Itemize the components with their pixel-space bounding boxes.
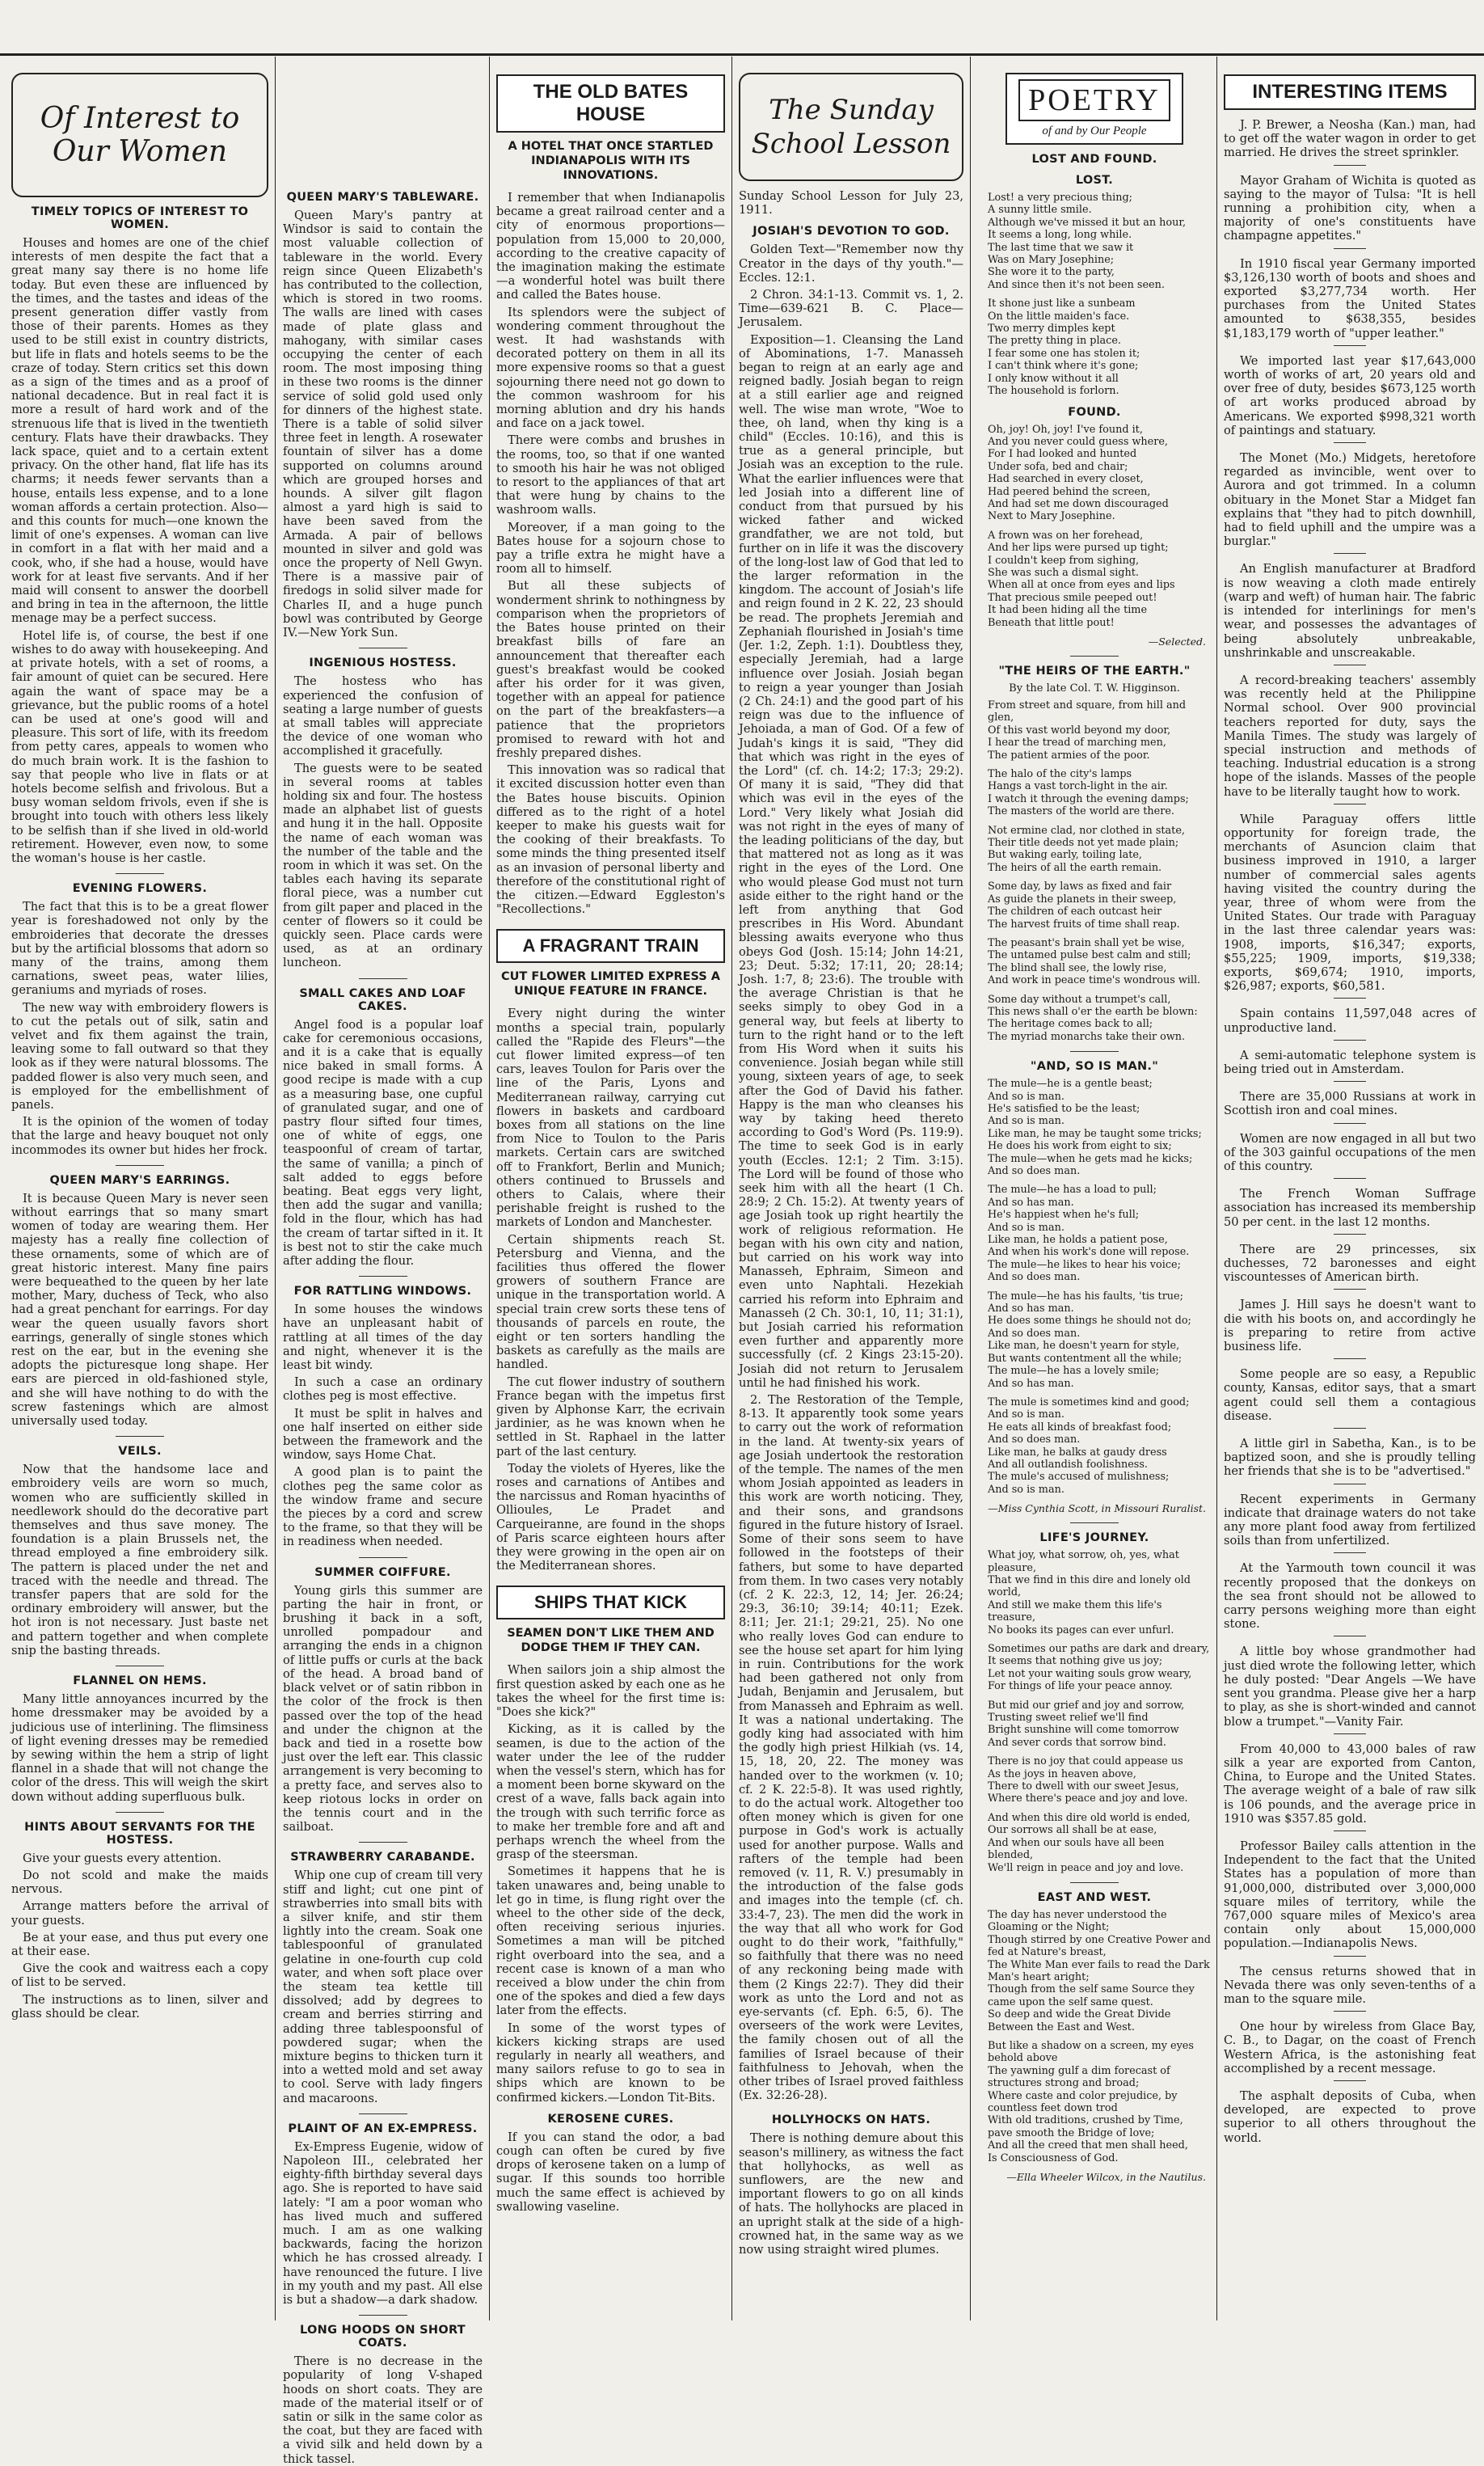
interesting-item: Recent experiments in Germany indicate that drainage waters do not take any more plant food away from fertilized soils than from unfertilized. [1224,1492,1476,1548]
article-paragraph: Its splendors were the subject of wondering comment throughout the west. It had washstands with decorated pottery on them in all its more expensive rooms so that a guest sojourning there need not go down to the common washroom for his morning ablution and dry his hands and face on a jack towel. [496,305,725,431]
hollyhocks-title: HOLLYHOCKS ON HATS. [771,2113,931,2127]
article-paragraph: It is because Queen Mary is never seen without earrings that so many smart women of today are wearing them. Her majesty has a really fine collection of these ornaments, some of which are of great historic interest. Many fine pairs were bequeathed to the queen by her late mother, Mary, duchess of Teck, who also had a great penchant for earrings. For day wear the queen usually favors short earrings, generally of single stones which rest on the ear, but in the evening she adopts the picturesque long shape. Her ears are pierced in old-fashioned style, and she will have nothing to do with the screw fastenings which are almost universally used today. [11,1191,268,1429]
article-title: QUEEN MARY'S EARRINGS. [49,1173,230,1187]
separator-rule [1070,1051,1119,1052]
article-title: PLAINT OF AN EX-EMPRESS. [288,2122,478,2135]
poem-stanza: Not ermine clad, nor clothed in state, Their title deeds not yet made plain; But waking early, toiling late, The heirs of all the earth remain. [988,824,1185,874]
bates-house-body [496,191,725,916]
interesting-item: A semi-automatic telephone system is being tried out in Amsterdam. [1224,1048,1476,1076]
fragrant-train-body [496,1007,725,1573]
interesting-item: The census returns showed that in Nevada there was only seven-tenths of a man to the square mile. [1224,1964,1476,2006]
article-title: SMALL CAKES AND LOAF CAKES. [299,986,466,1013]
article-paragraph: The new way with embroidery flowers is to cut the petals out of silk, satin and velvet and fix them against the train, leaving some to fall outward so that they look as if they were natural blossoms. The padded flower is also very much seen, and is employed for the embellishment of panels. [11,1000,268,1112]
article-paragraph: Angel food is a popular loaf cake for ceremonious occasions, and it is a cake that is equally nice baked in small forms. A good recipe is made with a cup as a measuring base, one cupful of granulated sugar, and one of pastry flour sifted four times, one of white of eggs, one teaspoonful of cream of tartar, the same of vanilla; a pinch of salt added to eggs before beating. Beat eggs very light, then add the sugar and vanilla; fold in the flour, which has had the cream of tartar sifted in it. It is best not to stir the cake much after adding the flour. [283,1017,483,1269]
poem-credit: —Ella Wheeler Wilcox, in the Nautilus. [1006,2171,1206,2184]
article-paragraph: The cut flower industry of southern France began with the impetus first given by Alphonse Karr, the ecrivain jardinier, as he was known when he settled in St. Raphael in the latter part of the last century. [496,1374,725,1459]
article-title: TIMELY TOPICS OF INTEREST TO WOMEN. [31,205,249,231]
interesting-item: There are 29 princesses, six duchesses, 72 baronesses and eight viscountesses of American birth. [1224,1242,1476,1285]
item-separator [1334,1178,1366,1179]
article-paragraph: In some of the worst types of kickers kicking straps are used regularly in nearly all weathers, and many sailors refuse to go to sea in ships which are known to be confirmed kickers.—London Tit-Bits. [496,2021,725,2105]
interesting-items-body [1224,118,1476,2145]
separator-rule [359,1276,407,1277]
poem-title: "THE HEIRS OF THE EARTH." [998,665,1191,678]
women-header [11,73,268,197]
interesting-item: There are 35,000 Russians at work in Scottish iron and coal mines. [1224,1090,1476,1118]
article-paragraph: The instructions as to linen, silver and glass should be clear. [11,1992,268,2021]
interesting-item: In 1910 fiscal year Germany imported $3,126,130 worth of boots and shoes and exported $3,277,734 worth. Her purchases from the United States amounted to $638,355, besides $1,183,179 worth of "upper leather." [1224,256,1476,340]
bates-house-subhead: A HOTEL THAT ONCE STARTLED INDIANAPOLIS WITH ITS INNOVATIONS. [508,140,714,182]
interesting-item: At the Yarmouth town council it was recently proposed that the donkeys on the sea front should not be allowed to carry persons weighing more than eight stone. [1224,1561,1476,1632]
poem-stanza: Some day, by laws as fixed and fair As guide the planets in their sweep, The children of each outcast heir The harvest fruits of time shall reap. [988,880,1180,931]
interesting-item: A little girl in Sabetha, Kan., is to be baptized soon, and she is proudly telling her friends that she is to be "advertised." [1224,1437,1476,1479]
interesting-item: Women are now engaged in all but two of the 303 gainful occupations of the men of this country. [1224,1131,1476,1173]
article-title: INGENIOUS HOSTESS. [309,657,457,670]
item-separator [1334,1358,1366,1359]
article-title: SUMMER COIFFURE. [314,1565,451,1579]
separator-rule [359,2113,407,2114]
article-paragraph: A good plan is to paint the clothes peg the same color as the window frame and secure the pieces by a cord and screw to the frame, so that they will be in readiness when needed. [283,1465,483,1549]
item-separator [1334,553,1366,554]
column-rule [275,57,276,2320]
interesting-item: A record-breaking teachers' assembly was recently held at the Philippine Normal school. Over 900 provincial teachers reported for duty, says the Manila Times. The study was largely of special instruction and methods of teaching. Industrial education is a strong hope of the islands. Masses of the people have to be literally taught how to work. [1224,673,1476,799]
poem-stanza: It shone just like a sunbeam On the little maiden's face. Two merry dimples kept The pretty thing in place. I fear some one has stolen it; I can't think where it's gone; I only know without it all The household is forlorn. [988,298,1140,398]
poetry-header [978,73,1211,145]
article-paragraph: There is nothing demure about this season's millinery, as witness the fact that hollyhocks, as well as sunflowers, are the new and important flowers to go on all kinds of hats. The hollyhocks are placed in an upright stalk at the side of a high-crowned hat, in the same way as we now using straight wired plumes. [739,2131,963,2257]
column-rule [731,57,732,2320]
poetry-column [978,63,1211,2335]
interesting-item: We imported last year $17,643,000 worth of works of art, 20 years old and over free of duty, besides $673,125 worth of art works produced abroad by Americans. We exported $998,321 worth of paintings and statuary. [1224,353,1476,437]
interesting-item: The French Woman Suffrage association has increased its membership 50 per cent. in the last 12 months. [1224,1187,1476,1229]
article-paragraph: The fact that this is to be a great flower year is foreshadowed not only by the embroideries that decorate the dresses but by the artificial blossoms that adorn so many of the trains, among them carnations, sweet peas, water lilies, geraniums and myriads of roses. [11,900,268,998]
interesting-item: From 40,000 to 43,000 bales of raw silk a year are exported from Canton, China, to Europe and the United States. The average weight of a bale of raw silk is 106 pounds, and the average price in 1910 was $357.85 gold. [1224,1742,1476,1826]
separator-rule [1070,1882,1119,1883]
poem-stanza: From street and square, from hill and glen, Of this vast world beyond my door, I hear the tread of marching men, The patient armies of the poor. [988,699,1187,762]
article-paragraph: Do not scold and make the maids nervous. [11,1868,268,1897]
ships-that-kick-header: SHIPS THAT KICK [496,1586,725,1619]
poetry-body [978,153,1211,2183]
article-paragraph: Golden Text—"Remember now thy Creator in the days of thy youth."—Eccles. 12:1. [739,243,963,285]
article-title: QUEEN MARY'S TABLEWARE. [286,191,479,204]
poem-stanza: The mule—he has his faults, 'tis true; And so has man. He does some things he should not do; And so does man. Like man, he doesn't yearn for style, But wants contentment all the while; The mule—he has a lovely smile; And so has man. [988,1290,1191,1390]
article-paragraph: In some houses the windows have an unpleasant habit of rattling at all times of the day and night, whenever it is the least bit windy. [283,1303,483,1373]
article-paragraph: The guests were to be seated in several rooms at tables holding six and four. The hostess made an alphabet list of guests and hung it in the hall. Opposite the name of each woman was the number of the table and the room in which it was set. On the tables each having its separate floral piece, was a number cut from gilt paper and placed in the center of flowers so it could be quickly seen. Place cards were used, as at an ordinary luncheon. [283,761,483,970]
ships-that-kick-body [496,1663,725,2104]
separator-rule [359,1557,407,1558]
item-separator [1334,1234,1366,1235]
article-title: HINTS ABOUT SERVANTS FOR THE HOSTESS. [24,1820,255,1847]
separator-rule [1070,1522,1119,1523]
interesting-item: J. P. Brewer, a Neosha (Kan.) man, had to get off the water wagon in order to get married. He drives the street sprinkler. [1224,118,1476,160]
poem-title: LOST AND FOUND. [1031,153,1157,166]
article-paragraph: Now that the handsome lace and embroidery veils are worn so much, women who are sufficiently skilled in needlework should do the decorative part themselves and thus save money. The foundation is a plain Brussels net, the thread employed a fine embroidery silk. The pattern is placed under the net and traced with the needle and thread. The transfer papers that are sold for the ordinary embroidery will answer, but the hot iron is not necessary. Just baste net and pattern together and when complete snip the basting threads. [11,1463,268,1657]
column-rule [1216,57,1217,2320]
article-paragraph: I remember that when Indianapolis became a great railroad center and a city of enormous proportions—population from 15,000 to 20,000, according to the creative capacity of the imagination making the estimate—a wonderful hotel was built there and called the Bates house. [496,191,725,302]
article-paragraph: Every night during the winter months a special train, popularly called the "Rapide des Fleurs"—the cut flower limited express—of ten cars, leaves Toulon for Paris over the line of the Paris, Lyons and Mediterranean railway, carrying cut flowers in baskets and cardboard boxes from all stations on the line from Nice to Toulon to the Paris markets. Certain cars are switched off to Frankfort, Berlin and Munich; others continued to Brussels and others to Calais, where their perishable freight is rushed to the markets of London and Manchester. [496,1007,725,1230]
column-2-articles [283,191,483,2466]
women-column-2 [283,63,483,2466]
interesting-item: One hour by wireless from Glace Bay, C. B., to Dagar, on the coast of French Western Africa, is the astonishing feat accomplished by a recent message. [1224,2020,1476,2075]
item-separator [1334,2011,1366,2012]
item-separator [1334,1081,1366,1082]
separator-rule [116,1165,164,1166]
column-rule [489,57,490,2320]
poem-credit: —Selected. [1148,636,1206,648]
poem-subtitle: FOUND. [1068,405,1121,419]
interesting-item: Spain contains 11,597,048 acres of unproductive land. [1224,1007,1476,1035]
article-paragraph: Certain shipments reach St. Petersburg and Vienna, and the facilities thus offered the flower growers of southern France are unique in the transportation world. A special train crew sorts these tens of thousands of parcels en route, the eight or ten sorters handling the baskets as carefully as the mails are handled. [496,1232,725,1372]
article-paragraph: Houses and homes are one of the chief interests of men despite the fact that a great many say there is no home life today. But even these are influenced by the times, and the tastes and ideas of the present generation differ vastly from those of their parents. Homes as they used to be still exist in country districts, but life in flats and hotels seems to be the craze of today. Stern critics set this down as a sign of the times and as a proof of national decadence. But in real fact it is more a result of hard work and of the strenuous life that is lived in the twentieth century. Flats have their drawbacks. They lack space, quiet and to a certain extent privacy. On the other hand, flat life has its charms; it needs fewer servants than a house, entails less expense, and to a lone woman affords a certain protection. Also—and this counts for much—one known the limit of one's expenses. A woman can live in comfort in a flat with her maid and a cook, who, if she had a house, would have work for at least five servants. And if her maid will consent to answer the doorbell and bring in tea in the afternoon, the little menage may be a perfect success. [11,236,268,626]
poem-title: EAST AND WEST. [1037,1890,1152,1904]
article-paragraph: Be at your ease, and thus put every one at their ease. [11,1930,268,1958]
article-paragraph: If you can stand the odor, a bad cough can often be cured by five drops of kerosene taken on a lump of sugar. If this sounds too horrible much the same effect is achieved by swallowing vaseline. [496,2130,725,2214]
kerosene-cures-body [496,2130,725,2214]
article-paragraph: Queen Mary's pantry at Windsor is said to contain the most valuable collection of tableware in the world. Every reign since Queen Elizabeth's has contributed to the collection, which is stored in two rooms. The walls are lined with cases made of plate glass and mahogany, with similar cases occupying the center of each room. The most imposing thing in these two rooms is the dinner service of solid gold used only for dinners of the highest state. There is a table of solid silver three feet in length. A rosewater fountain of silver has a dome supported on columns around which are grouped horses and hounds. A silver gilt flagon almost a yard high is said to have been saved from the Armada. A pair of bellows mounted in silver and gold was once the property of Nell Gwyn. There is a massive pair of firedogs in solid silver made for Charles II, and a huge punch bowl was contributed by George IV.—New York Sun. [283,209,483,640]
poetry-header-box [1005,73,1183,145]
poem-stanza: The mule is sometimes kind and good; And so is man. He eats all kinds of breakfast food; And so does man. Like man, he balks at gaudy dress And all outlandish foolishness. The mule's accused of mulishness; And so is man. [988,1396,1190,1496]
item-separator [1334,1733,1366,1734]
interesting-item: Professor Bailey calls attention in the Independent to the fact that the United States has a population of more than 91,000,000, distributed over 3,000,000 square miles of territory, while the 767,000 square miles of Mexico's area contain only about 15,000,000 population.—Indianapolis News. [1224,1839,1476,1951]
article-title: LONG HOODS ON SHORT COATS. [300,2324,466,2350]
women-column [11,63,268,2335]
article-paragraph: Kicking, as it is called by the seamen, is due to the action of the water under the lee of the rudder when the vessel's stern, which has for a moment been borne skyward on the crest of a wave, falls back again into the trough with such terrific force as to make her tremble fore and aft and perhaps wrench the wheel from the grasp of the steersman. [496,1722,725,1862]
fragrant-train-subhead: CUT FLOWER LIMITED EXPRESS A UNIQUE FEATURE IN FRANCE. [500,970,721,999]
item-separator [1334,1552,1366,1553]
poem-stanza: Some day without a trumpet's call, This news shall o'er the earth be blown: The heritage comes back to all; The myriad monarchs take their own. [988,993,1198,1043]
article-paragraph: It is the opinion of the women of today that the large and heavy bouquet not only incommodes its owner but hides her frock. [11,1115,268,1157]
article-paragraph: There is no decrease in the popularity of long V-shaped hoods on short coats. They are made of the material itself or of satin or silk in the same color as the coat, but they are faced with a vivid silk and held down by a thick tassel. [283,2354,483,2466]
item-separator [1334,248,1366,249]
bates-house-column [496,63,725,2335]
poem-stanza: Oh, joy! Oh, joy! I've found it, And you never could guess where, For I had looked and hunted Under sofa, bed and chair; Had searched in every closet, Had peered behind the screen, And had set me down discouraged Next to Mary Josephine. [988,423,1169,523]
poem-stanza: The mule—he is a gentle beast; And so is man. He's satisfied to be the least; And so is man. Like man, he may be taught some tricks; He does his work from eight to six; The mule—when he gets mad he kicks; And so does man. [988,1078,1202,1177]
interesting-item: The asphalt deposits of Cuba, when developed, are expected to prove superior to all others throughout the world. [1224,2088,1476,2145]
separator-rule [116,1436,164,1437]
sunday-school-header-line2: School Lesson [751,128,951,160]
interesting-item: The Monet (Mo.) Midgets, heretofore regarded as invincible, went over to Aurora and got trimmed. In a column obituary in the Monet Star a Midget fan explains that "they had to pitch downhill, had to field uphill and the umpire was a burglar." [1224,451,1476,549]
article-title: STRAWBERRY CARABANDE. [290,1851,475,1864]
article-paragraph: Sometimes it happens that he is taken unawares and, being unable to let go in time, is flung right over the wheel to the other side of the deck, often receiving serious injuries. Sometimes a man will be pitched right overboard into the sea, and a recent case is known of a man who received a blow under the chin from one of the spokes and died a few days later from the effects. [496,1864,725,2018]
poem-stanza: The peasant's brain shall yet be wise, The untamed pulse best calm and still; The blind shall see, the lowly rise, And work in peace time's wondrous will. [988,936,1201,987]
item-separator [1334,1830,1366,1831]
article-paragraph: Arrange matters before the arrival of your guests. [11,1899,268,1928]
article-paragraph: But all these subjects of wonderment shrink to nothingness by comparison when the proprietors of the Bates house printed on their breakfast bills of fare an announcement that thereafter each guest's breakfast would be cooked after his order for it was given, together with an appeal for patience on the part of the breakfasters—a patience that the proprietors promised to reward with hot and freshly prepared dishes. [496,579,725,760]
item-separator [1334,1123,1366,1124]
article-paragraph: Hotel life is, of course, the best if one wishes to do away with housekeeping. And at private hotels, with a set of rooms, a fair amount of quiet can be secured. Here again the want of space may be a grievance, but the public rooms of a hotel can be used at one's good will and pleasure. This sort of life, with its freedom from petty cares, appeals to women who do much brain work. It is the fashion to say that people who live in flats or at hotels become selfish and frivolous. But a busy woman seldom frivols, even if she is brought into touch with others less likely to be selfish than if she lived in old-world retirement. However, even now, to some the woman's house is her castle. [11,628,268,865]
interesting-items-header: INTERESTING ITEMS [1224,74,1476,110]
item-separator [1334,1289,1366,1290]
article-paragraph: Whip one cup of cream till very stiff and light; cut one pint of strawberries into small bits with a silver knife, and stir them lightly into the cream. Soak one tablespoonful of granulated gelatine in one-fourth cup cold water, and when soft place over the steam tea kettle till dissolved; add by degrees to cream and berries stirring and adding three tablespoonsful of powdered sugar; when the mixture begins to thicken turn it into a wetted mold and set away to cool. Serve with lady fingers and macaroons. [283,1869,483,2105]
column-rule [970,57,971,2320]
poem-subtitle: LOST. [1075,174,1114,187]
item-separator [1334,998,1366,999]
women-header-title: Of Interest to Our Women [40,102,240,168]
interesting-item: A little boy whose grandmother had just died wrote the following letter, which he duly posted: "Dear Angels —We have sent you grandma. Please give her a harp to play, as she is short-winded and cannot blow a trumpet."—Vanity Fair. [1224,1645,1476,1729]
poem-stanza: What joy, what sorrow, oh, yes, what pleasure, That we find in this dire and lonely old world, And still we make them this life's treasure, No books its pages can ever unfurl. [988,1549,1191,1636]
item-separator [1334,1040,1366,1041]
poem-byline: By the late Col. T. W. Higginson. [1009,682,1180,695]
article-title: FLANNEL ON HEMS. [73,1674,207,1688]
top-rule [0,53,1484,56]
sunday-school-column [739,63,963,2335]
separator-rule [116,1812,164,1813]
separator-rule [359,978,407,979]
separator-rule [1070,656,1119,657]
article-paragraph: 2 Chron. 34:1-13. Commit vs. 1, 2. Time—639-621 B. C. Place—Jerusalem. [739,288,963,330]
article-paragraph: When sailors join a ship almost the first question asked by each one as he takes the wheel for the first time is: "Does she kick?" [496,1663,725,1720]
item-separator [1334,1956,1366,1957]
poetry-header-title: POETRY [1018,79,1170,121]
fragrant-train-header: A FRAGRANT TRAIN [496,929,725,963]
article-paragraph: Exposition—1. Cleansing the Land of Abominations, 1-7. Manasseh began to reign at an early age and reigned badly. Josiah began to reign at a still earlier age and reigned well. The wise man wrote, "Woe to thee, oh land, when thy king is a child" (Eccles. 10:16), and this is true as a general principle, but Josiah was an exception to the rule. What the earlier influences were that led Josiah into a different line of conduct from that pursued by his wicked father and wicked grandfather, we are not told, but further on in life it was the discovery of the long-lost law of God that led to the larger reformation in the kingdom. The account of Josiah's life and reign found in 2 K. 22, 23 should be read. The prophets Jeremiah and Zephaniah flourished in Josiah's time (Jer. 1:2, Zeph. 1:1). Doubtless they, especially Jeremiah, had a large influence over Josiah. Josiah began to reign a year younger than Josiah (2 Ch. 24:1) and the good part of his reign was due to the influence of Jehoiada, a man of God. Of a few of Judah's kings it is said, "They did that which was right in the eyes of the Lord" (cf. ch. 14:2; 17:3; 29:2). Of many it is said, "They did that which was evil in the eyes of the Lord." Very likely what Josiah did was not right in the eyes of many of the leading politicians of the day, but that mattered not as long as it was right in the eyes of the Lord. One who would please God must not turn aside either to the right hand or the left from anything that God prescribes in His Word. Abundant blessing awaits everyone who thus obeys God (Josh. 15:14; John 14:21, 23; Deut. 5:32; 17:11, 20; 28:14; Josh. 1:7, 8; 23:6). The trouble with the average Christian is that he seeks simply to obey God in a general way, but feels at liberty to turn to the right hand or to the left from His Word when it suits his convenience. Josiah began while still young, sixteen years of age, to seek after the God of David his father. Happy is the man who cleanses his way by taking heed thereto according to God's Word (Ps. 119:9). The time to seek God is in early youth (Eccles. 12:1; 2 Tim. 3:15). The Lord will be found of those who seek him with all the heart (1 Ch. 28:9; 2 Ch. 15:2). At twenty years of age Josiah took up right heartily the work of religious reformation. He began with his own city and nation, but carried on his work way into Manasseh, Ephraim, Simeon and even unto Naphtali. Hezekiah carried his reform into Ephraim and Manasseh (2 Ch. 30:1, 10, 11; 31:1), but Josiah carried his reformation even further and apparently more successfully (cf. 2 Kings 23:15-20). Josiah did not return to Jerusalem until he had finished his work. [739,332,963,1390]
sunday-school-header [739,73,963,181]
poetry-header-subtitle: of and by Our People [1042,125,1147,137]
ships-that-kick-subhead: SEAMEN DON'T LIKE THEM AND DODGE THEM IF THEY CAN. [507,1627,715,1655]
lesson-title: JOSIAH'S DEVOTION TO GOD. [753,225,950,239]
item-separator [1334,2080,1366,2081]
article-paragraph: Many little annoyances incurred by the home dressmaker may be avoided by a judicious use of interlining. The flimsiness of light evening dresses may be remedied by sewing within the hem a strip of light flannel in a shade that will not change the color of the dress. This will weigh the skirt down without adding superfluous bulk. [11,1692,268,1804]
sunday-school-header-line1: The Sunday [769,94,934,126]
article-paragraph: This innovation was so radical that it excited discussion hotter even than the Bates house biscuits. Opinion differed as to the right of a hotel keeper to make his guests wait for the cooking of their breakfasts. To some minds the thing presented itself as an invasion of personal liberty and therefore of the constitutional right of the citizen.—Edward Eggleston's "Recollections." [496,763,725,917]
kerosene-cures-title: KEROSENE CURES. [547,2112,674,2126]
poem-stanza: The day has never understood the Gloaming or the Night; Though stirred by one Creative Power and fed at Nature's breast, The White Man ever fails to read the Dark Man's heart aright; Though from the self same Source they came upon the self same quest. So deep and wide the Great Divide Between the East and West. [988,1908,1211,2033]
poem-stanza: The mule—he has a load to pull; And so has man. He's happiest when he's full; And so is man. Like man, he holds a patient pose, And when his work's done will repose. The mule—he likes to hear his voice; And so does man. [988,1184,1190,1284]
interesting-item: Some people are so easy, a Republic county, Kansas, editor says, that a smart agent could sell them a contagious disease. [1224,1367,1476,1423]
separator-rule [359,2315,407,2316]
article-title: FOR RATTLING WINDOWS. [293,1285,472,1298]
article-paragraph: Give the cook and waitress each a copy of list to be served. [11,1961,268,1990]
article-paragraph: The hostess who has experienced the confusion of seating a large number of guests at small tables will appreciate the device of one woman who accomplished it gracefully. [283,674,483,758]
lesson-body [739,243,963,2102]
women-articles [11,205,268,2021]
article-paragraph: It must be split in halves and one half inserted on either side between the framework and the window, says Home Chat. [283,1406,483,1463]
article-paragraph: Moreover, if a man going to the Bates house for a sojourn chose to pay a trifle extra he might have a room all to himself. [496,520,725,576]
poem-title: LIFE'S JOURNEY. [1039,1531,1149,1545]
interesting-item: James J. Hill says he doesn't want to die with his boots on, and accordingly he is preparing to retire from active business life. [1224,1298,1476,1354]
poem-stanza: Sometimes our paths are dark and dreary, It seems that nothing give us joy; Let not your waiting souls grow weary, For things of life your peace annoy. [988,1643,1210,1693]
poem-stanza: A frown was on her forehead, And her lips were pursed up tight; I couldn't keep from sighing, She was such a dismal sight. When all at once from eyes and lips That precious smile peeped out! It had been hiding all the time Beneath that little pout! [988,529,1175,629]
poem-stanza: Lost! a very precious thing; A sunny little smile. Although we've missed it but an hour, It seems a long, long while. The last time that we saw it Was on Mary Josephine; She wore it to the party, And since then it's not been seen. [988,192,1187,291]
hollyhocks-body [739,2131,963,2257]
poem-credit: —Miss Cynthia Scott, in Missouri Ruralist. [988,1502,1206,1515]
bates-house-header: THE OLD BATES HOUSE [496,74,725,133]
interesting-item: While Paraguay offers little opportunity for foreign trade, the merchants of Asuncion claim that business improved in 1910, a larger number of commercial sales agents having visited the country during the year, three of whom were from the United States. Our trade with Paraguay in the last three calendar years was: 1908, imports, $16,347; exports, $55,225; 1909, imports, $19,338; exports, $69,674; 1910, imports, $26,987; exports, $60,581. [1224,812,1476,994]
poem-stanza: The halo of the city's lamps Hangs a vast torch-light in the air. I watch it through the evening damps; The masters of the world are there. [988,768,1189,818]
article-paragraph: In such a case an ordinary clothes peg is most effective. [283,1375,483,1404]
separator-rule [359,1842,407,1843]
poem-title: "AND, SO IS MAN." [1030,1060,1159,1074]
article-paragraph: Give your guests every attention. [23,1851,221,1865]
article-paragraph: 2. The Restoration of the Temple, 8-13. It apparently took some years to carry out the work of reformation in the land. At twenty-six years of age Josiah undertook the restoration of the temple. The names of the men whom Josiah appointed as leaders in this work are worth noticing. They, and their sons, and grandsons figured in the future history of Israel. Some of their sons seem to have followed in the footsteps of their fathers, but some to have departed from them. In two cases very notably (cf. 2 K. 22:3, 12, 14; Jer. 26:24; 29:3, 36:10; 39:14; 40:11; Ezek. 8:11; Jer. 21:1; 29:21, 25). No one who really loves God can endure to see the house set apart for him lying in ruin. Contributions for the work had been gathered not only from Judah, Benjamin and Jerusalem, but from Manasseh and Ephraim as well. It was a national undertaking. The godly king had associated with him the godly high priest Hilkiah (vs. 14, 15, 18, 20, 22. The money was handed over to the workmen (v. 10; cf. 2 K. 22:5-8). It was used rightly, to do the actual work. Altogether too often money which is given for one purpose in God's work is actually used for another purpose. Walls and rafters of the temple had been removed (v. 11, R. V.) presumably in the introduction of the false gods and images into the temple (cf. ch. 33:4-7, 23). The men did the work in the way that all who work for God ought to do their work, "faithfully," so faithfully that there was no need of any reckoning being made with them (2 Kings 22:7). They did their work as unto the Lord and not as eye-servants (cf. Eph. 6:5, 6). The overseers of the work were Levites, the family chosen out of all the families of Israel because of their faithfulness to Jehovah, when the other tribes of Israel proved faithless (Ex. 32:26-28). [739,1393,963,2103]
article-paragraph: There were combs and brushes in the rooms, too, so that if one wanted to smooth his hair he was not obliged to resort to the appliances of that art that were hung by chains to the washroom walls. [496,433,725,517]
interesting-items-column [1224,63,1476,2335]
article-paragraph: Young girls this summer are parting the hair in front, or brushing it back in a soft, unrolled pompadour and arranging the ends in a chignon of little puffs or curls at the back of the head. A broad band of black velvet or of satin ribbon in the color of the frock is then passed over the top of the head and under the chignon at the back and tied in a rosette bow just over the left ear. This classic arrangement is very becoming to a pretty face, and serves also to keep riotous locks in order on the tennis court and in the sailboat. [283,1583,483,1835]
item-separator [1334,1428,1366,1429]
interesting-item: An English manufacturer at Bradford is now weaving a cloth made entirely (warp and weft) of human hair. The fabric is intended for interlinings for men's wear, and possesses the advantages of being absolutely unbreakable, unshrinkable and unscreakable. [1224,562,1476,660]
item-separator [1334,165,1366,166]
poem-stanza: But like a shadow on a screen, my eyes behold above The yawning gulf a dim forecast of structures strong and broad; Where caste and color prejudice, by countless feet down trod With old traditions, crushed by Time, pave smooth the Bridge of love; And all the creed that men shall heed, Is Consciousness of God. [988,2039,1194,2164]
lesson-date: Sunday School Lesson for July 23, 1911. [739,189,963,217]
interesting-item: Mayor Graham of Wichita is quoted as saying to the mayor of Tulsa: "It is hell running a prohibition city, when a majority of one's constituents have champagne appetites." [1224,173,1476,243]
article-title: VEILS. [118,1445,162,1459]
poem-stanza: But mid our grief and joy and sorrow, Trusting sweet relief we'll find Bright sunshine will come tomorrow And sever cords that sorrow bind. [988,1699,1185,1749]
article-paragraph: Today the violets of Hyeres, like the roses and carnations of Antibes and the narcissus and Roman hyacinths of Ollioules, Le Pradet and Carqueiranne, are found in the shops of Paris scarce eighteen hours after they were growing in the open air on the Mediterranean shores. [496,1461,725,1573]
poem-stanza: There is no joy that could appease us As the joys in heaven above, There to dwell with our sweet Jesus, Where there's peace and joy and love. [988,1755,1188,1805]
item-separator [1334,442,1366,443]
item-separator [1334,345,1366,346]
separator-rule [116,873,164,874]
article-title: EVENING FLOWERS. [72,882,208,896]
article-paragraph: Ex-Empress Eugenie, widow of Napoleon III., celebrated her eighty-fifth birthday several days ago. She is reported to have said lately: "I am a poor woman who has lived much and suffered much. I am as one walking backwards, facing the horizon which he has crossed already. I have renounced the future. I live in my youth and my past. All else is but a shadow—a dark shadow. [283,2139,483,2308]
poem-stanza: And when this dire old world is ended, Our sorrows all shall be at ease, And when our souls have all been blended, We'll reign in peace and joy and love. [988,1811,1191,1874]
